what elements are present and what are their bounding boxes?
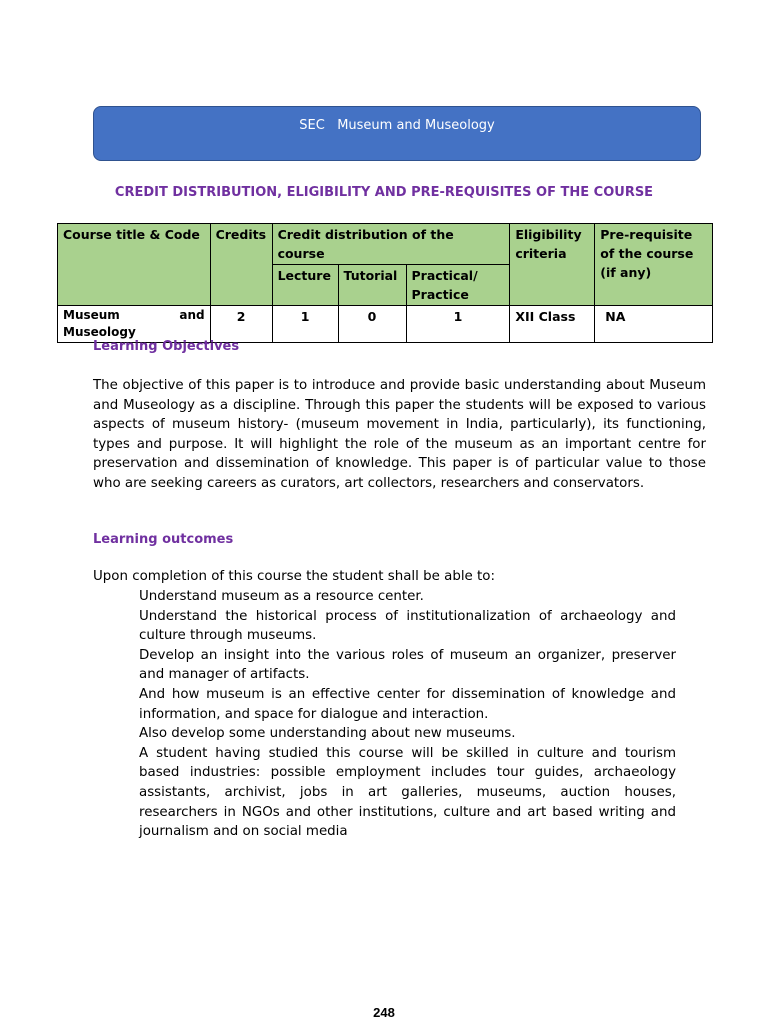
- section-subtitle: CREDIT DISTRIBUTION, ELIGIBILITY AND PRE-REQUISITES OF THE COURSE: [114, 185, 654, 200]
- cell-lecture: 1: [272, 306, 338, 343]
- page-number: 248: [373, 1005, 395, 1020]
- list-item: Also develop some understanding about new museums.: [139, 726, 516, 742]
- outcomes-intro: Upon completion of this course the student shall be able to:: [93, 569, 495, 584]
- objectives-heading: Learning Objectives: [93, 339, 240, 354]
- course-word-2: and: [179, 308, 205, 322]
- cell-practical: 1: [406, 306, 510, 343]
- header-practical: Practical/ Practice: [406, 265, 510, 306]
- list-item: A student having studied this course will be skilled in culture and tourism based industries: possible employment includes tour guides, archaeology assistants, archivist, jobs in art galleries, museums, auction houses, researchers in NGOs and other institutions, culture and art based writing and journalism and on social media: [139, 745, 676, 840]
- header-tutorial: Tutorial: [338, 265, 406, 306]
- cell-eligibility: XII Class: [510, 306, 595, 343]
- course-word-3: Museology: [63, 325, 136, 339]
- header-eligibility: Eligibility criteria: [510, 224, 595, 306]
- header-course: Course title & Code: [58, 224, 211, 306]
- header-prereq: Pre-requisite of the course (if any): [595, 224, 713, 306]
- list-item: Understand the historical process of institutionalization of archaeology and culture through museums.: [139, 608, 676, 644]
- list-item: And how museum is an effective center for dissemination of knowledge and information, and space for dialogue and interaction.: [139, 686, 676, 722]
- list-item: Understand museum as a resource center.: [139, 589, 424, 604]
- outcomes-heading: Learning outcomes: [93, 532, 234, 547]
- course-banner: [93, 106, 701, 161]
- list-item: Develop an insight into the various roles of museum an organizer, preserver and manager of artifacts.: [139, 647, 676, 683]
- table-header-row: [58, 224, 713, 265]
- banner-title: SEC Museum and Museology: [299, 118, 495, 133]
- cell-tutorial: 0: [338, 306, 406, 343]
- header-credits: Credits: [210, 224, 272, 306]
- objectives-paragraph: The objective of this paper is to introduce and provide basic understanding about Museum and Museology as a discipline. Through this paper the students will be exposed to various aspects of museum history- (museum movement in India, particularly), its functioning, types and purpose. It will highlight the role of the museum as an important centre for preservation and dissemination of knowledge. This paper is of particular value to those who are seeking careers as curators, art collectors, researchers and conservators.: [93, 378, 706, 491]
- cell-prereq: NA: [595, 306, 713, 343]
- course-word-1: Museum: [63, 308, 120, 322]
- table-row: [58, 306, 713, 343]
- cell-credits: 2: [210, 306, 272, 343]
- header-lecture: Lecture: [272, 265, 338, 306]
- outcomes-list: [139, 587, 676, 842]
- header-distribution: Credit distribution of the course: [272, 224, 510, 265]
- credit-table: [57, 223, 713, 343]
- cell-course: [58, 306, 211, 343]
